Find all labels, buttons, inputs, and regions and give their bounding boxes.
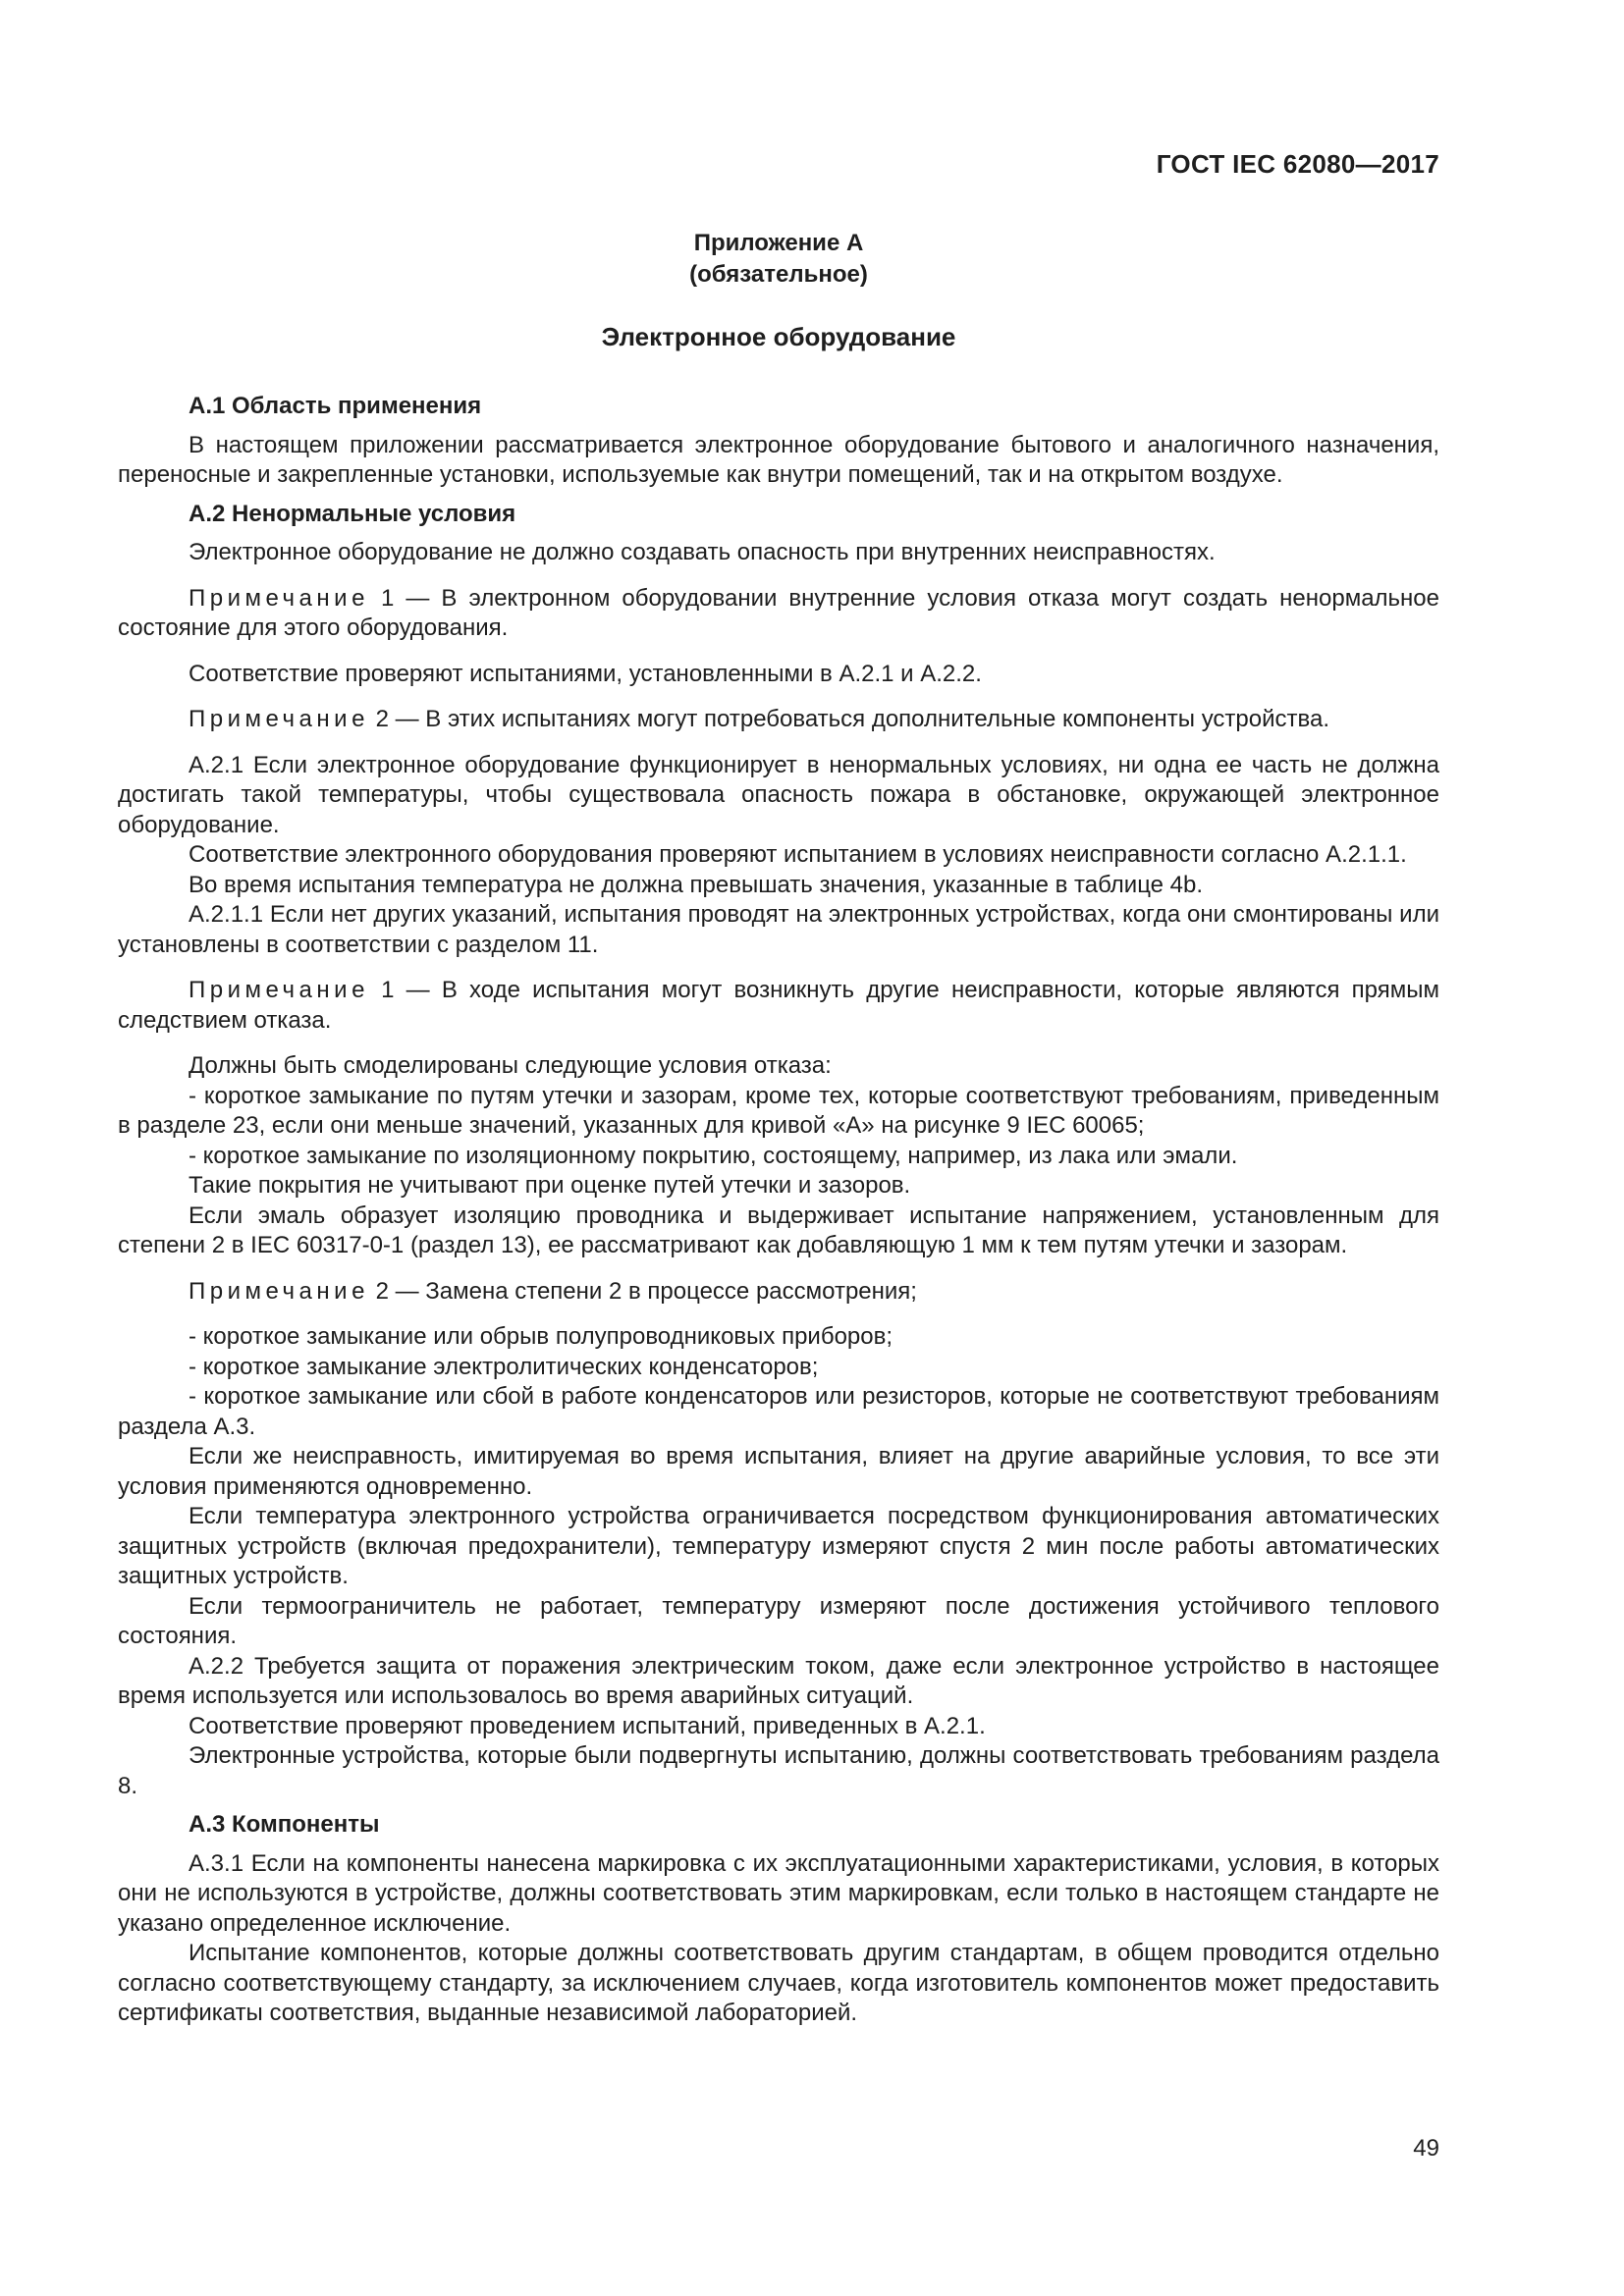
- annex-title: Электронное оборудование: [601, 322, 956, 351]
- paragraph: Во время испытания температура не должна превышать значения, указанные в таблице 4b.: [189, 871, 1204, 898]
- note: [118, 1277, 1439, 1308]
- note-text: 2 — В этих испытаниях могут потребоваться дополнительные компоненты устройства.: [368, 706, 1330, 732]
- note-text: 1 — В электронном оборудовании внутренние условия отказа могут создать ненормальное состояние для этого оборудования.: [118, 584, 1439, 641]
- paragraph: А.2.1.1 Если нет других указаний, испытания проводят на электронных устройствах, когда они смонтированы или установлены в соответствии с разделом 11.: [118, 901, 1439, 958]
- paragraph: Соответствие проверяют проведением испытаний, приведенных в А.2.1.: [189, 1712, 986, 1739]
- note-label: Примечание: [189, 706, 369, 732]
- paragraph: Такие покрытия не учитывают при оценке путей утечки и зазоров.: [189, 1172, 911, 1199]
- paragraph: Электронное оборудование не должно создавать опасность при внутренних неисправностях.: [189, 539, 1216, 565]
- paragraph: А.3.1 Если на компоненты нанесена маркировка с их эксплуатационными характеристиками, условия, в которых они не используются в устройстве, должны соответствовать этим маркировкам, если только в настоящем стандарте не указано определенное исключение.: [118, 1849, 1439, 1937]
- note-text: 2 — Замена степени 2 в процессе рассмотрения;: [368, 1277, 917, 1305]
- note-label: Примечание: [189, 584, 369, 612]
- list-item: - короткое замыкание по путям утечки и зазорам, кроме тех, которые соответствуют требованиям, приведенным в разделе 23, если они меньше значений, указанных для кривой «А» на рисунке 9 IEC 60065;: [118, 1082, 1439, 1139]
- list-item: - короткое замыкание электролитических конденсаторов;: [189, 1353, 819, 1380]
- paragraph: В настоящем приложении рассматривается электронное оборудование бытового и аналогичного назначения, переносные и закрепленные установки, используемые как внутри помещений, так и на открытом воздухе.: [118, 431, 1439, 488]
- note: [118, 705, 1439, 735]
- paragraph: Если термоограничитель не работает, температуру измеряют после достижения устойчивого теплового состояния.: [118, 1592, 1439, 1649]
- paragraph: Должны быть смоделированы следующие условия отказа:: [189, 1052, 832, 1079]
- paragraph: Электронные устройства, которые были подвергнуты испытанию, должны соответствовать требованиям раздела 8.: [118, 1742, 1439, 1799]
- annex-label: Приложение А: [693, 230, 864, 256]
- section-heading-a2: А.2 Ненормальные условия: [189, 500, 516, 527]
- paragraph: Если же неисправность, имитируемая во время испытания, влияет на другие аварийные условия, то все эти условия применяются одновременно.: [118, 1443, 1439, 1500]
- document-code: ГОСТ IEC 62080—2017: [1156, 149, 1439, 179]
- paragraph: А.2.1 Если электронное оборудование функционирует в ненормальных условиях, ни одна ее часть не должна достигать такой температуры, чтобы существовала опасность пожара в обстановке, окружающей электронное оборудование.: [118, 751, 1439, 838]
- note-label: Примечание: [189, 977, 369, 1003]
- note: [118, 584, 1439, 644]
- paragraph: А.2.2 Требуется защита от поражения электрическим током, даже если электронное устройство в настоящее время используется или использовалось во время аварийных ситуаций.: [118, 1652, 1439, 1709]
- annex-status: (обязательное): [689, 261, 868, 288]
- section-heading-a1: А.1 Область применения: [189, 393, 482, 419]
- document-page: [118, 0, 1439, 2296]
- paragraph: Соответствие проверяют испытаниями, установленными в А.2.1 и А.2.2.: [189, 660, 982, 687]
- note-text: 1 — В ходе испытания могут возникнуть другие неисправности, которые являются прямым следствием отказа.: [118, 977, 1439, 1034]
- list-item: - короткое замыкание или сбой в работе конденсаторов или резисторов, которые не соответствуют требованиям раздела А.3.: [118, 1383, 1439, 1440]
- annex-header: [118, 228, 1439, 291]
- page-number: 49: [1413, 2135, 1439, 2162]
- paragraph: Соответствие электронного оборудования проверяют испытанием в условиях неисправности согласно А.2.1.1.: [189, 841, 1407, 868]
- paragraph: Если эмаль образует изоляцию проводника и выдерживает испытание напряжением, установленным для степени 2 в IEC 60317-0-1 (раздел 13), ее рассматривают как добавляющую 1 мм к тем путям утечки и зазорам.: [118, 1201, 1439, 1258]
- section-heading-a3: А.3 Компоненты: [189, 1811, 380, 1838]
- list-item: - короткое замыкание или обрыв полупроводниковых приборов;: [189, 1323, 893, 1350]
- note-label: Примечание: [189, 1277, 369, 1305]
- paragraph: Испытание компонентов, которые должны соответствовать другим стандартам, в общем проводится отдельно согласно соответствующему стандарту, за исключением случаев, когда изготовитель компонентов может предоставить сертификаты соответствия, выданные независимой лабораторией.: [118, 1940, 1439, 2026]
- paragraph: Если температура электронного устройства ограничивается посредством функционирования автоматических защитных устройств (включая предохранители), температуру измеряют спустя 2 мин после работы автоматических защитных устройств.: [118, 1503, 1439, 1589]
- list-item: - короткое замыкание по изоляционному покрытию, состоящему, например, из лака или эмали.: [189, 1142, 1238, 1169]
- document-body: [118, 392, 1439, 2029]
- note: [118, 976, 1439, 1036]
